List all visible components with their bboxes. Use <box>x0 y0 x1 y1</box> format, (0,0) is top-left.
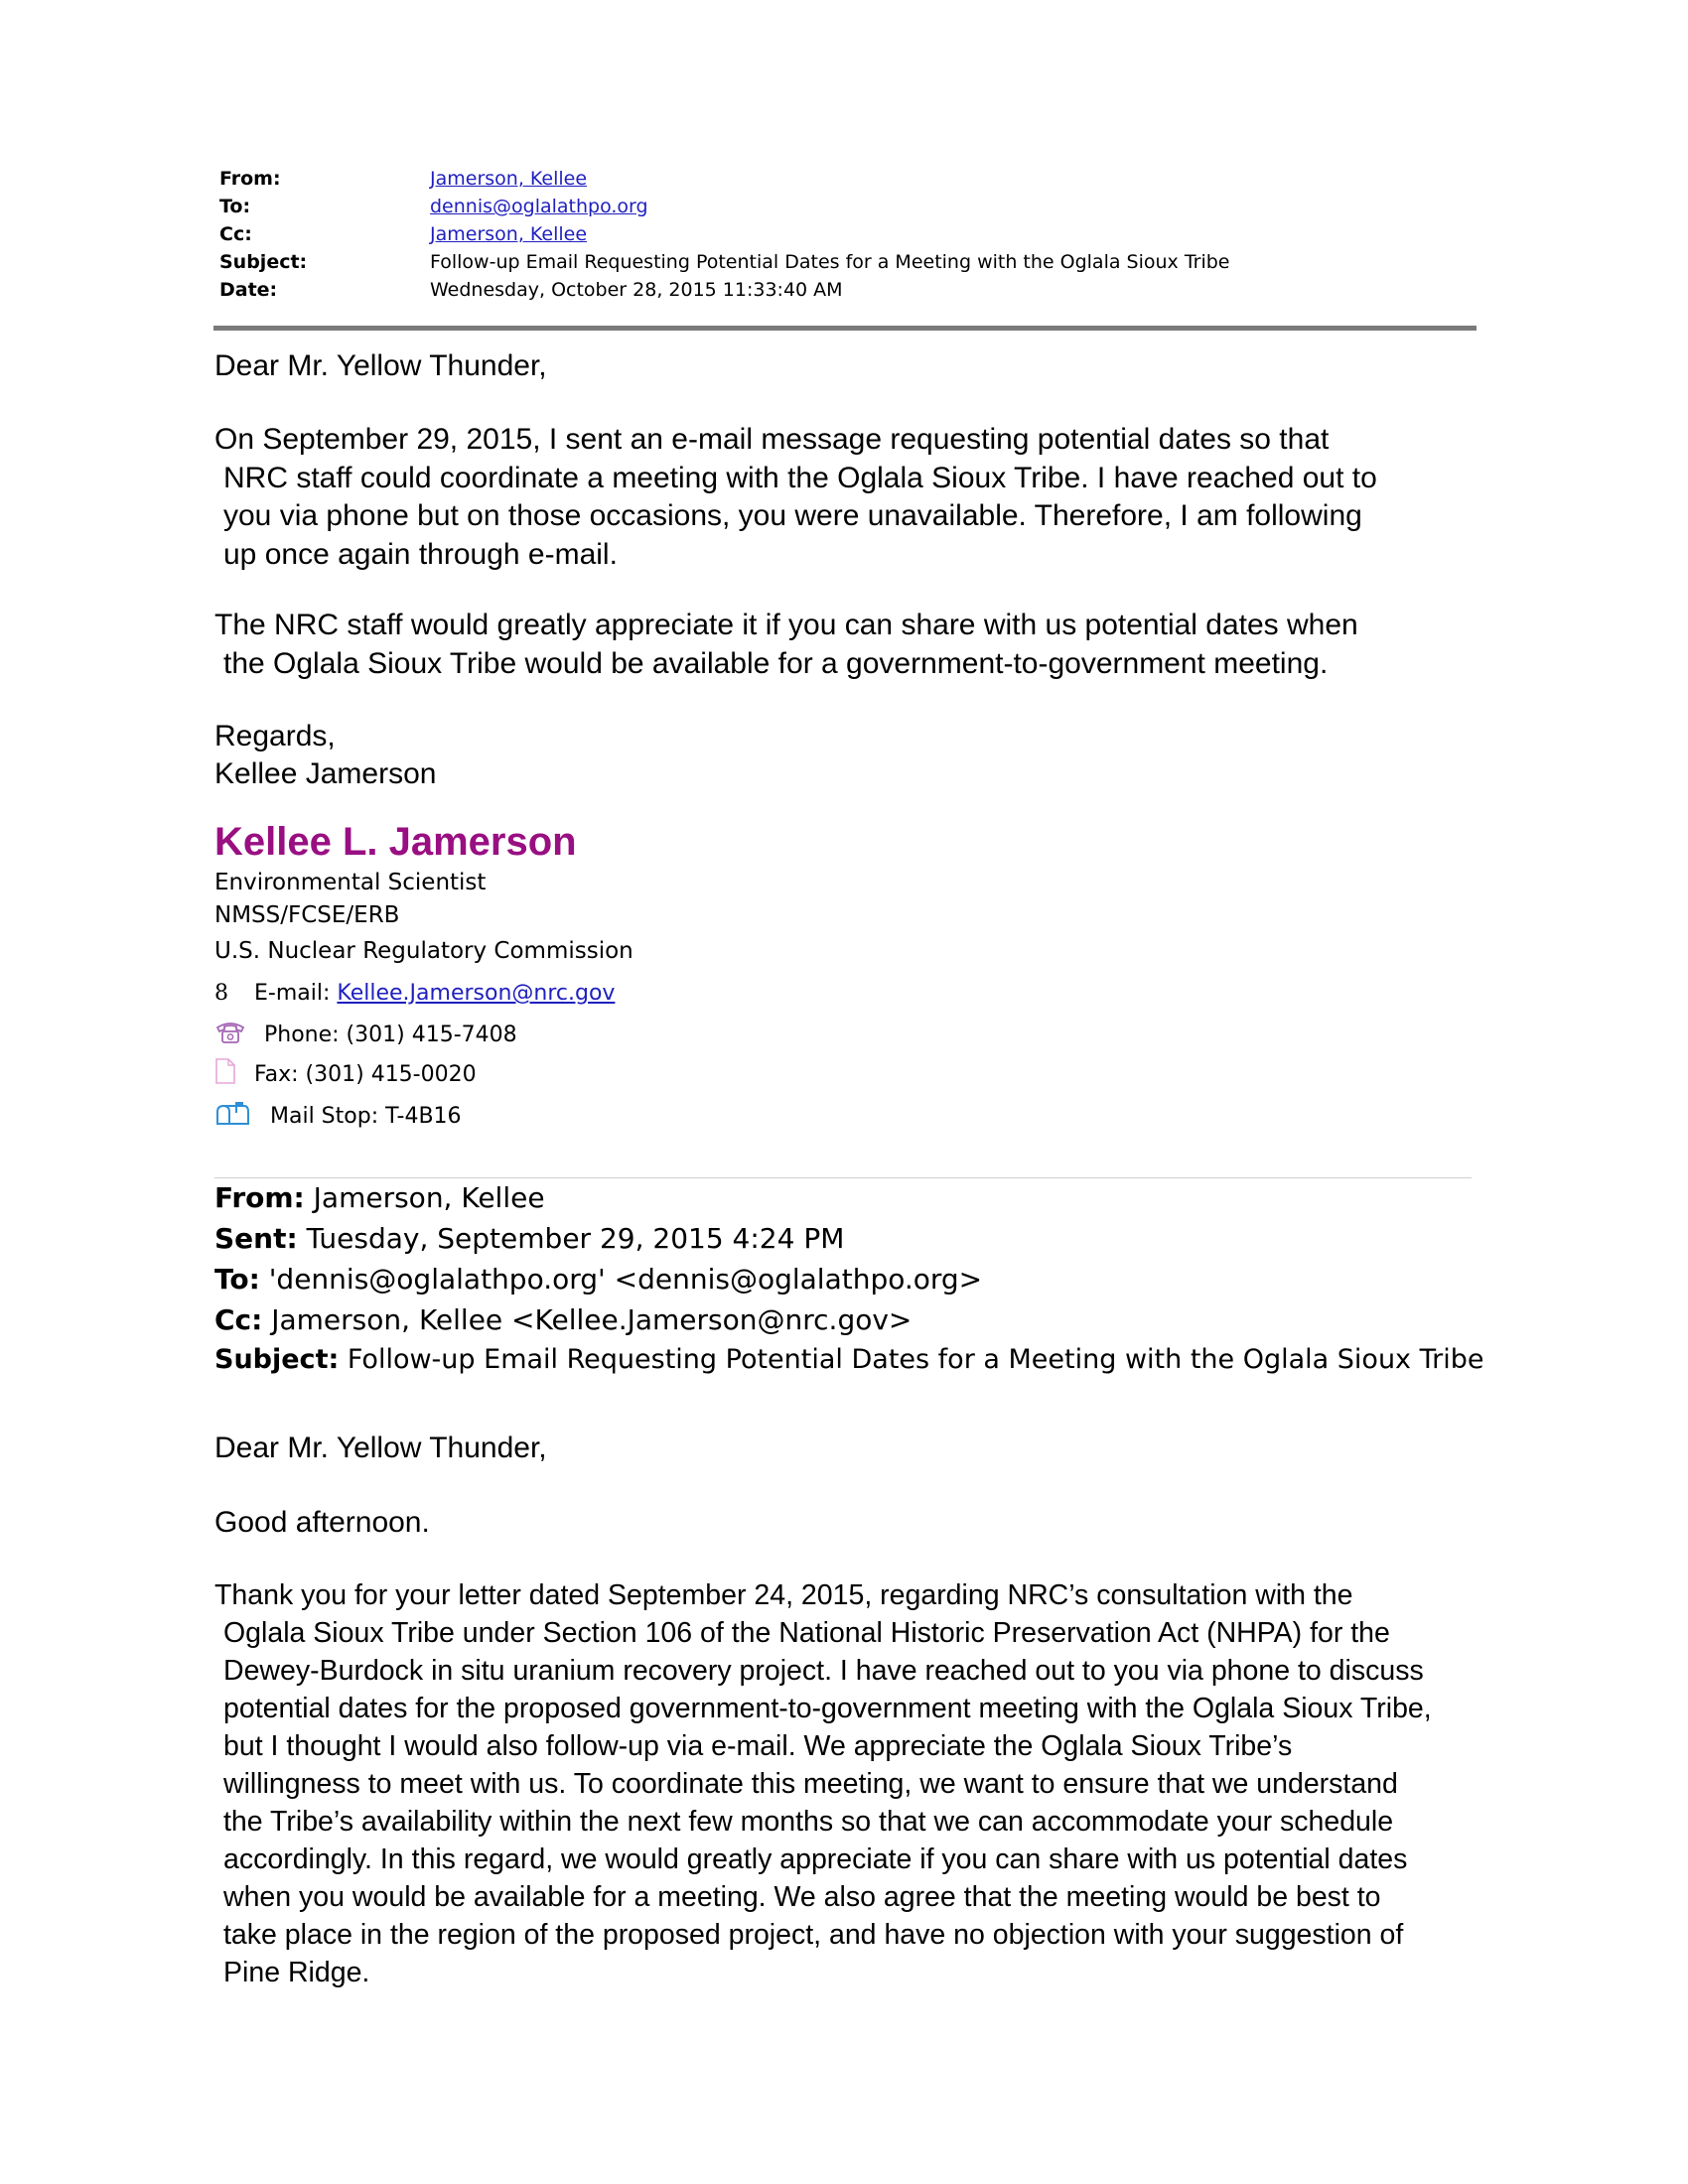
forward-body-paragraph <box>214 1576 1432 1991</box>
header-divider <box>213 326 1477 331</box>
closing-name: Kellee Jamerson <box>214 757 437 790</box>
from-link[interactable]: Jamerson, Kellee <box>430 168 588 190</box>
to-label: To: <box>219 196 251 217</box>
paragraph-1-line: you via phone but on those occasions, you were unavailable. Therefore, I am following <box>223 499 1362 532</box>
cc-link[interactable]: Jamerson, Kellee <box>430 223 588 245</box>
header-date-row <box>219 276 1471 304</box>
forward-to-label: To: <box>214 1263 260 1296</box>
from-label: From: <box>219 168 281 190</box>
forward-body-line: but I thought I would also follow-up via e-mail. We appreciate the Oglala Sioux Tribe’s <box>223 1730 1293 1762</box>
forward-subject-label: Subject: <box>214 1344 340 1375</box>
signature-mailstop-row <box>214 1100 462 1132</box>
signature-office: NMSS/FCSE/ERB <box>214 902 400 928</box>
forward-body-line: potential dates for the proposed government-to-government meeting with the Oglala Sioux Tribe, <box>223 1693 1432 1724</box>
subject-label: Subject: <box>219 251 308 273</box>
email-link[interactable]: Kellee.Jamerson@nrc.gov <box>337 981 616 1006</box>
date-value: Wednesday, October 28, 2015 11:33:40 AM <box>430 279 843 301</box>
to-link[interactable]: dennis@oglalathpo.org <box>430 196 648 217</box>
subject-value: Follow-up Email Requesting Potential Dates for a Meeting with the Oglala Sioux Tribe <box>430 251 1230 273</box>
signature-name: Kellee L. Jamerson <box>214 820 577 864</box>
paragraph-1-line: On September 29, 2015, I sent an e-mail message requesting potential dates so that <box>214 423 1330 456</box>
forward-greeting: Dear Mr. Yellow Thunder, <box>214 1432 547 1464</box>
forward-cc-label: Cc: <box>214 1303 263 1336</box>
signature-email-row <box>214 981 615 1006</box>
signature-phone-row <box>214 1019 517 1050</box>
greeting: Dear Mr. Yellow Thunder, <box>214 349 547 382</box>
forward-sent <box>214 1222 844 1255</box>
mailbox-icon <box>214 1100 254 1132</box>
forward-body-line: the Tribe’s availability within the next few months so that we can accommodate your schedule <box>223 1806 1394 1838</box>
forward-body-line: Oglala Sioux Tribe under Section 106 of the National Historic Preservation Act (NHPA) for the <box>223 1617 1390 1649</box>
paragraph-1-line: up once again through e-mail. <box>223 537 618 571</box>
forward-body-line: Dewey-Burdock in situ uranium recovery project. I have reached out to you via phone to discuss <box>223 1655 1424 1687</box>
forward-subject-value: Follow-up Email Requesting Potential Dates for a Meeting with the Oglala Sioux Tribe <box>339 1344 1484 1375</box>
forward-body-line: Pine Ridge. <box>223 1957 370 1988</box>
header-from-row <box>219 165 1471 193</box>
header-subject-row <box>219 248 1471 276</box>
forward-from-label: From: <box>214 1181 305 1214</box>
forward-cc-value: Jamerson, Kellee <Kellee.Jamerson@nrc.gov> <box>262 1303 913 1336</box>
email-header <box>219 165 1471 304</box>
paragraph-2 <box>214 607 1358 683</box>
fax-text: Fax: (301) 415-0020 <box>254 1061 477 1087</box>
fax-icon <box>214 1058 254 1090</box>
email-label: E-mail: <box>254 981 331 1006</box>
forward-cc <box>214 1303 912 1336</box>
forward-body-line: when you would be available for a meeting. We also agree that the meeting would be best to <box>223 1881 1381 1913</box>
paragraph-1-line: NRC staff could coordinate a meeting with the Oglala Sioux Tribe. I have reached out to <box>223 461 1377 494</box>
email-icon: 8 <box>214 981 228 1006</box>
paragraph-2-line: the Oglala Sioux Tribe would be available for a government-to-government meeting. <box>223 646 1329 680</box>
forward-to <box>214 1263 982 1296</box>
forward-body-line: accordingly. In this regard, we would greatly appreciate if you can share with us potential dates <box>223 1843 1408 1875</box>
mailstop-text: Mail Stop: T-4B16 <box>270 1103 462 1129</box>
forward-to-value: 'dennis@oglalathpo.org' <dennis@oglalathpo.org> <box>259 1263 983 1296</box>
date-label: Date: <box>219 279 278 301</box>
forward-divider <box>214 1177 1472 1178</box>
signature-title: Environmental Scientist <box>214 870 487 895</box>
header-cc-row <box>219 220 1471 248</box>
forward-subject <box>214 1344 1484 1375</box>
header-to-row <box>219 193 1471 220</box>
signature-agency: U.S. Nuclear Regulatory Commission <box>214 938 633 964</box>
forward-body-line: Thank you for your letter dated September 24, 2015, regarding NRC’s consultation with the <box>214 1579 1353 1611</box>
forward-body-line: willingness to meet with us. To coordinate this meeting, we want to ensure that we understand <box>223 1768 1398 1800</box>
forward-sent-label: Sent: <box>214 1222 298 1255</box>
paragraph-2-line: The NRC staff would greatly appreciate it if you can share with us potential dates when <box>214 609 1358 641</box>
phone-icon <box>214 1019 254 1050</box>
forward-sent-value: Tuesday, September 29, 2015 4:24 PM <box>297 1222 845 1255</box>
forward-salutation: Good afternoon. <box>214 1506 430 1539</box>
closing: Regards, <box>214 720 336 752</box>
signature-fax-row <box>214 1058 477 1090</box>
forward-from-value: Jamerson, Kellee <box>304 1181 545 1214</box>
paragraph-1 <box>214 421 1377 574</box>
forward-from <box>214 1181 545 1214</box>
phone-text: Phone: (301) 415-7408 <box>264 1022 517 1047</box>
forward-body-line: take place in the region of the proposed project, and have no objection with your suggestion of <box>223 1919 1404 1951</box>
cc-label: Cc: <box>219 223 252 245</box>
